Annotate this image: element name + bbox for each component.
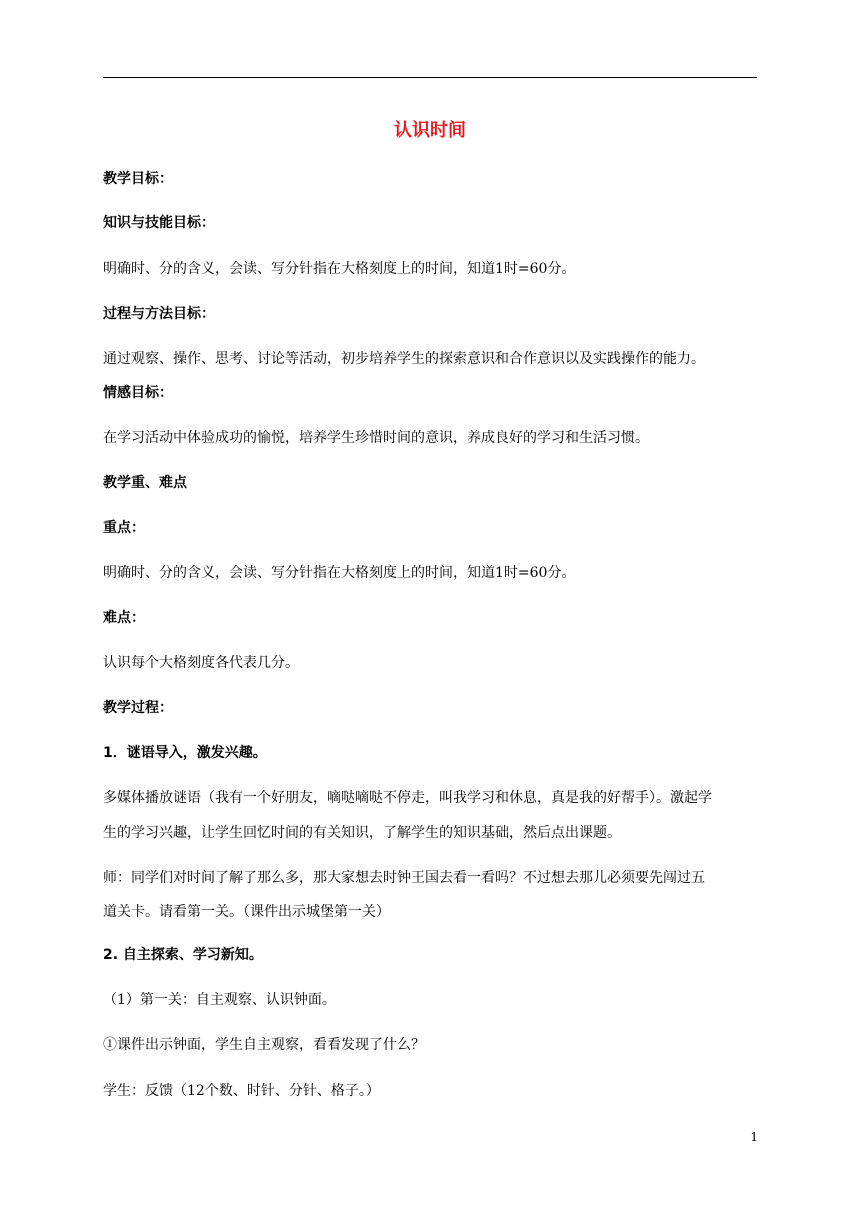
paragraph: ①课件出示钟面，学生自主观察，看看发现了什么？ xyxy=(103,1037,425,1053)
paragraph: 生的学习兴趣，让学生回忆时间的有关知识，了解学生的知识基础，然后点出课题。 xyxy=(103,825,621,841)
paragraph: 学生：反馈（12个数、时针、分针、格子。） xyxy=(103,1083,380,1099)
heading-knowledge-skill-goals: 知识与技能目标： xyxy=(103,215,215,231)
heading-process-method-goals: 过程与方法目标： xyxy=(103,306,215,322)
heading-step-2: 2. 自主探索、学习新知。 xyxy=(103,947,263,963)
paragraph: （1）第一关：自主观察、认识钟面。 xyxy=(103,992,336,1008)
header-rule xyxy=(103,77,757,78)
paragraph: 认识每个大格刻度各代表几分。 xyxy=(103,655,299,671)
page-number: 1 xyxy=(750,1130,758,1144)
paragraph: 通过观察、操作、思考、讨论等活动，初步培养学生的探索意识和合作意识以及实践操作的能力。 xyxy=(103,351,705,367)
heading-teaching-process: 教学过程： xyxy=(103,700,173,716)
heading-difficult-point: 难点： xyxy=(103,610,145,626)
paragraph: 道关卡。请看第一关。（课件出示城堡第一关） xyxy=(103,904,390,920)
heading-key-point: 重点： xyxy=(103,520,145,536)
paragraph: 明确时、分的含义，会读、写分针指在大格刻度上的时间，知道1时=60分。 xyxy=(103,565,576,581)
heading-key-difficult-points: 教学重、难点 xyxy=(103,475,187,491)
heading-teaching-goals: 教学目标： xyxy=(103,171,173,187)
paragraph: 明确时、分的含义，会读、写分针指在大格刻度上的时间，知道1时=60分。 xyxy=(103,261,576,277)
paragraph: 师：同学们对时间了解了那么多，那大家想去时钟王国去看一看吗？不过想去那儿必须要先闯过五 xyxy=(103,870,705,886)
heading-step-1: 1．谜语导入，激发兴趣。 xyxy=(103,745,267,761)
paragraph: 多媒体播放谜语（我有一个好朋友，嘀哒嘀哒不停走，叫我学习和休息，真是我的好帮手）。激起学 xyxy=(103,790,712,806)
paragraph: 在学习活动中体验成功的愉悦，培养学生珍惜时间的意识，养成良好的学习和生活习惯。 xyxy=(103,430,649,446)
document-title: 认识时间 xyxy=(394,120,466,141)
heading-emotion-goals: 情感目标： xyxy=(103,385,173,401)
